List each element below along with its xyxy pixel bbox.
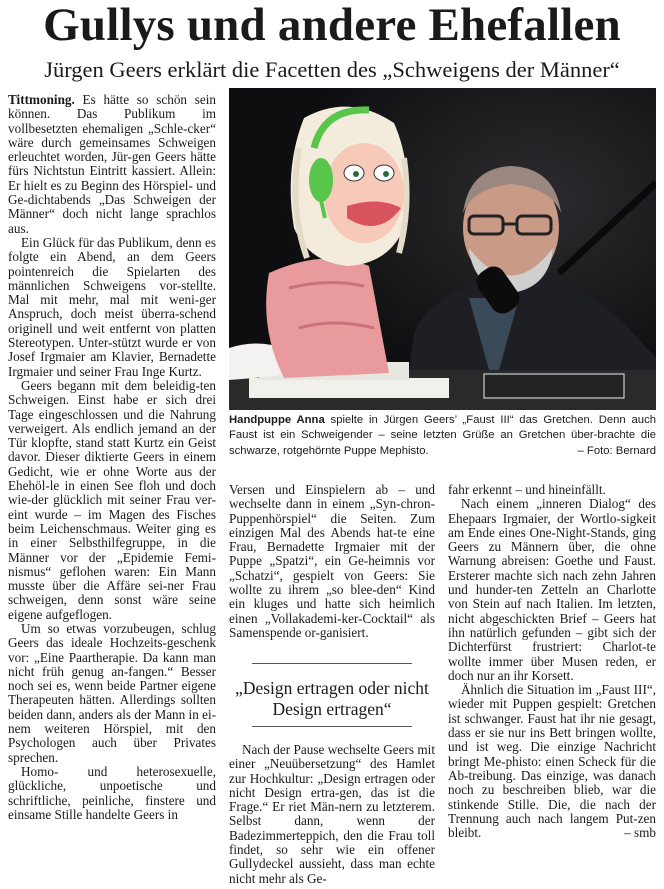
lead-text: Es hätte so schön sein können. Das Publikum im vollbesetzten ehemaligen „Schle-cker“ wäre durch gemeinsames Schweigen erleuchtet worden, Jür-gen Geers hätte fürs Nichtstun Eintritt kassiert. Allein: Er hielt es zu Beginn des Hörspiel- und Ge-dichtabends „Das Schweigen der Männer“ doch nicht lange sprachlos aus. — [8, 92, 216, 236]
dateline: Tittmoning. — [8, 92, 75, 107]
paragraph: Um so etwas vorzubeugen, schlug Geers das ideale Hochzeits-geschenk vor: „Eine Paartherapie. Da kann man nicht früh genug an-fangen.“ Besser noch sei es, wenn beide Partner eigene Therapeuten hätten. Allerdings sollten beiden dann, anders als der Mann in ei-nem weiteren Hörspiel, mit den Psychologen auch über Privates sprechen. — [8, 620, 216, 765]
caption-text: spielte in Jürgen Geers’ „Faust III“ das Gretchen. Denn auch Faust ist ein Schweigender – seine letzten Grüße an Gretchen über-brachte die schwarze, rotgehörnte Puppe Mephisto. — [229, 414, 657, 457]
paragraph: Versen und Einspielern ab – und wechselte dann in einem „Syn-chron-Puppenhörspiel“ die Seiten. Zum einzigen Mal des Abends hat-te eine Frau, Bernadette Irgmaier mit der Puppe „Spatzi“, ein Ge-heimnis vor „Schatzi“, gespielt von Geers: Sie wollte zu ihrem „so blee-den“ Kind ein kluges und hatte sich heimlich einen „Vollakademi-ker-Cocktail“ als Samenspende or-ganisiert. — [229, 482, 435, 640]
subheadline: Jürgen Geers erklärt die Facetten des „Schweigens der Männer“ — [44, 57, 620, 82]
article-column-2-continued — [229, 743, 435, 886]
paragraph: Ein Glück für das Publikum, denn es folgte ein Abend, an dem Geers pointenreich die Spielarten des männlichen Schweigens vor-stellte. Mal mit mehr, mal mit weni-ger Anspruch, doch meist überra-schend originell und weit entfernt von platten Stereotypen. Unter-stützt wurde er von Josef Irgmaier am Klavier, Bernadette Irgmaier und seiner Frau Inge Kurtz. — [8, 234, 216, 379]
headline: Gullys und andere Ehefallen — [43, 0, 621, 51]
lead-paragraph — [8, 93, 216, 236]
article-column-1 — [8, 93, 216, 822]
paragraph: Geers begann mit dem beleidig-ten Schweigen. Einst habe er sich drei Tage eingeschlossen und die Nahrung verweigert. Als endlich jemand an der Tür klopfte, stand statt Kurtz ein Geist davor. Dieser diktierte Geers in einem Gedicht, wie er ohne Worte aus der Ehehöl-le in einen See floh und doch wie-der glücklich mit seiner Frau ver-eint wurde – im Magen des Fisches beim Leichenschmaus. Weiter ging es in einer Selbsthilfegruppe, in die Männer vor der „Epidemie Femi-nismus“ geflohen waren: Ein Mann musste über die Affäre sei-ner Frau schweigen, denn sonst wäre seine eigene aufgeflogen. — [8, 377, 216, 622]
paragraph: Nach der Pause wechselte Geers mit einer „Neuübersetzung“ des Hamlet zur Hochkultur: „Design ertragen oder nicht Design ertra-gen, das ist die Frage.“ Er riet Män-nern zu letzterem. Selbst dann, wenn der Badezimmerteppich, den die Frau toll findet, so sehr wie ein offener Gullydeckel aussieht, dass man echte nicht mehr als Ge- — [229, 742, 435, 886]
photo-caption — [229, 413, 656, 459]
article-photo — [229, 88, 656, 410]
paragraph: fahr erkennt – und hineinfällt. — [448, 482, 606, 497]
divider — [252, 663, 412, 664]
paragraph-text: Ähnlich die Situation im „Faust III“, wieder mit Puppen gespielt: Gretchen ist schwanger. Faust hat ihr nie gesagt, dass er sie nur ins Bett bringen wollte, und ist weg. Die einzige Nachricht bringt Me-phisto: einen Scheck für die Ab-treibung. Das einzige, was danach noch zu beschreiben blieb, war die stinkende Stille. Die, die nach der Trennung auch nach langem Put-zen bleibt. — [448, 682, 656, 841]
article-column-2 — [229, 483, 435, 640]
divider — [252, 726, 412, 727]
article-column-3 — [448, 483, 656, 840]
intertitle: „Design ertragen oder nicht Design ertragen“ — [235, 678, 429, 719]
photo-credit: – Foto: Bernard — [577, 444, 656, 457]
author-signature: – smb — [624, 825, 656, 841]
paragraph — [448, 683, 656, 840]
caption-title: Handpuppe Anna — [229, 414, 325, 426]
paragraph: Nach einem „inneren Dialog“ des Ehepaars Irgmaier, der Wortlo-sigkeit am Ende eines One-Night-Stands, ging Geers zu Männern über, die ohne Warnung abreisen: Goethe und Faust. Ersterer machte sich nach zehn Jahren und hunder-ten Zetteln an Charlotte von Stein auf nach Italien. Im letzten, nicht abgeschickten Brief – Geers hat ihn natürlich gefunden – gibt sich der Dichterfürst frustriert: Charlot-te wollte immer über Musen reden, er doch nur an ihr Korsett. — [448, 496, 656, 683]
paragraph: Homo- und heterosexuelle, glückliche, unpoetische und schriftliche, peinliche, finstere und einsame Stille handelte Geers in — [8, 763, 216, 822]
